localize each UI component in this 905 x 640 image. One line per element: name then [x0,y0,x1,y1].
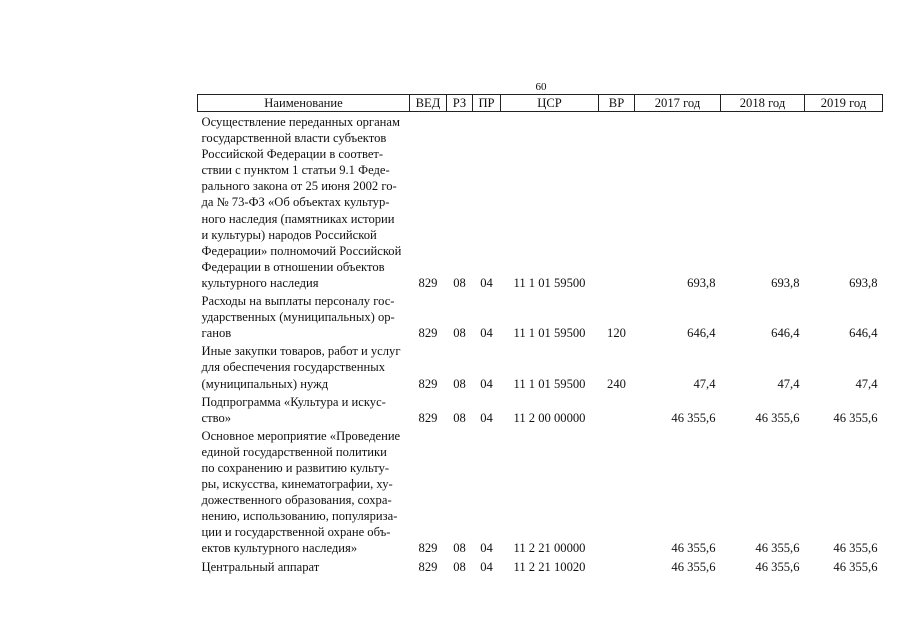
cell-name [198,341,410,391]
cell-name-line: ствии с пунктом 1 статьи 9.1 Феде- [201,163,390,178]
cell-rz: 08 [453,410,466,425]
page-number: 60 [535,81,547,93]
cell-rz: 08 [453,541,466,556]
table-row [198,112,883,292]
cell-name-line: Центральный аппарат [201,559,320,574]
column-header-2019: 2019 год [805,95,883,112]
cell-ved: 829 [418,559,438,574]
cell-csr: 11 1 01 59500 [513,275,586,290]
table-row [198,291,883,341]
cell-rz: 08 [453,559,466,574]
cell-rz: 08 [453,275,466,290]
cell-2017: 46 355,6 [671,410,716,425]
cell-ved: 829 [418,376,438,391]
cell-pr: 04 [480,559,493,574]
cell-name-line: Основное мероприятие «Проведение [201,428,401,443]
cell-name-line: ганов [201,326,232,341]
cell-csr: 11 2 00 00000 [513,410,586,425]
cell-vr [599,426,635,557]
cell-name-line: ции и государственной охране объ- [201,525,391,540]
cell-name-line: Российской Федерации в соответ- [201,147,384,162]
cell-csr: 11 2 21 00000 [513,541,586,556]
cell-name [198,392,410,426]
cell-pr: 04 [480,410,493,425]
cell-ved: 829 [418,326,438,341]
cell-2019: 693,8 [849,275,878,290]
budget-table [197,94,883,575]
cell-2019: 646,4 [849,326,878,341]
column-header-csr: ЦСР [501,95,599,112]
cell-name-line: нению, использованию, популяриза- [201,509,398,524]
cell-2018: 693,8 [771,275,800,290]
column-header-2017: 2017 год [635,95,721,112]
cell-ved: 829 [418,275,438,290]
cell-name-line: и культуры) народов Российской [201,227,377,242]
cell-2017: 47,4 [693,376,716,391]
column-header-ved: ВЕД [410,95,447,112]
cell-vr [599,112,635,292]
table-row [198,557,883,575]
cell-pr: 04 [480,275,493,290]
cell-2018: 46 355,6 [755,541,800,556]
column-header-rz: РЗ [447,95,473,112]
cell-name [198,112,410,292]
table-row [198,341,883,391]
cell-name-line: Осуществление переданных органам [201,115,400,129]
cell-name-line: государственной власти субъектов [201,131,387,146]
cell-2017: 46 355,6 [671,559,716,574]
column-header-2018: 2018 год [721,95,805,112]
cell-2018: 46 355,6 [755,410,800,425]
cell-name-line: для обеспечения государственных [201,360,386,375]
column-header-name: Наименование [198,95,410,112]
cell-name-line: культурного наследия [201,275,319,290]
cell-2018: 47,4 [777,376,800,391]
cell-name-line: да № 73-ФЗ «Об объектах культур- [201,195,390,210]
column-header-pr: ПР [473,95,501,112]
column-header-vr: ВР [599,95,635,112]
cell-name [198,291,410,341]
cell-2018: 646,4 [771,326,800,341]
cell-name-line: по сохранению и развитию культу- [201,460,390,475]
cell-ved: 829 [418,410,438,425]
cell-name-line: ного наследия (памятниках истории [201,211,395,226]
cell-name-line: ектов культурного наследия» [201,541,358,556]
cell-pr: 04 [480,376,493,391]
table-body [198,112,883,575]
cell-2017: 646,4 [687,326,716,341]
cell-vr [599,392,635,426]
cell-pr: 04 [480,541,493,556]
cell-2017: 693,8 [687,275,716,290]
cell-name-line: ударственных (муниципальных) ор- [201,310,395,325]
cell-name-line: единой государственной политики [201,444,387,459]
cell-vr: 240 [607,376,626,391]
cell-name [198,557,410,575]
cell-2017: 46 355,6 [671,541,716,556]
cell-csr: 11 2 21 10020 [513,559,586,574]
cell-name-line: Расходы на выплаты персоналу гос- [201,294,395,309]
cell-rz: 08 [453,376,466,391]
cell-name-line: ры, искусства, кинематографии, ху- [201,477,393,492]
cell-name-line: Подпрограмма «Культура и искус- [201,394,386,409]
cell-name-line: рального закона от 25 июня 2002 го- [201,179,397,194]
cell-vr: 120 [607,326,626,341]
cell-name-line: Федерации в отношении объектов [201,259,385,274]
table-header-row [198,95,883,112]
cell-2019: 46 355,6 [833,410,878,425]
cell-2019: 46 355,6 [833,559,878,574]
cell-vr [599,557,635,575]
cell-name-line: Иные закупки товаров, работ и услуг [201,344,401,359]
table-row [198,392,883,426]
cell-name-line: Федерации» полномочий Российской [201,243,402,258]
cell-name-line: (муниципальных) нужд [201,376,329,391]
cell-name-line: ство» [201,410,232,425]
cell-2019: 46 355,6 [833,541,878,556]
cell-rz: 08 [453,326,466,341]
cell-2018: 46 355,6 [755,559,800,574]
cell-pr: 04 [480,326,493,341]
cell-ved: 829 [418,541,438,556]
cell-2019: 47,4 [855,376,878,391]
cell-name [198,426,410,557]
cell-csr: 11 1 01 59500 [513,376,586,391]
cell-name-line: дожественного образования, сохра- [201,493,392,508]
table-row [198,426,883,557]
cell-csr: 11 1 01 59500 [513,326,586,341]
